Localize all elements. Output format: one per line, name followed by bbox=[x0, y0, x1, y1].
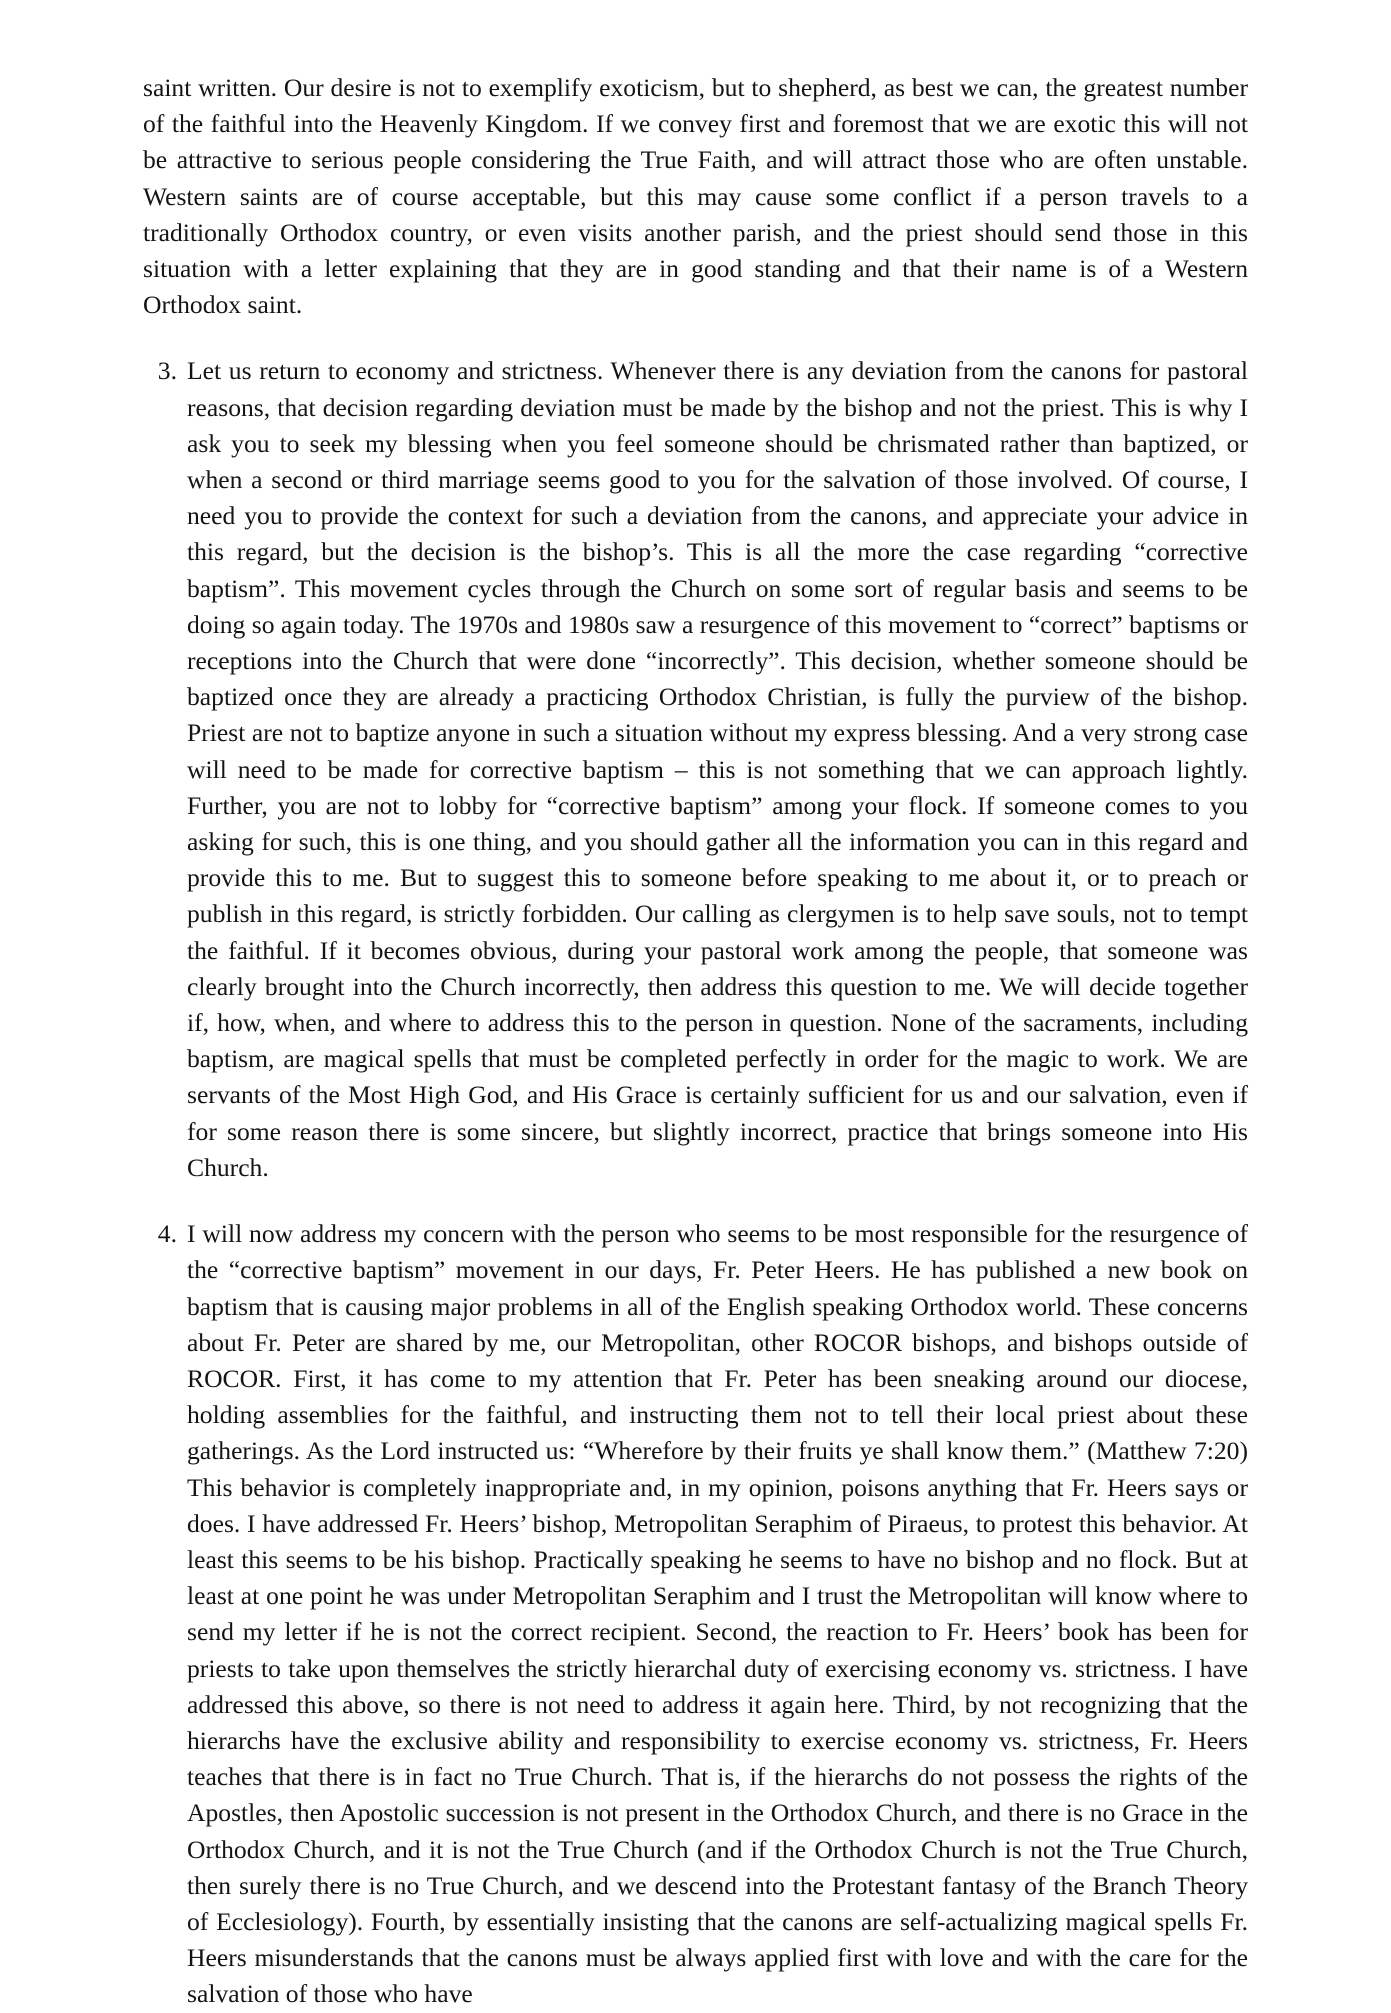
numbered-list bbox=[143, 353, 1248, 2012]
continued-paragraph: saint written. Our desire is not to exemplify exoticism, but to shepherd, as best we can, the greatest number of the faithful into the Heavenly Kingdom. If we convey first and foremost that we are exotic this will not be attractive to serious people considering the True Faith, and will attract those who are often unstable. Western saints are of course acceptable, but this may cause some conflict if a person travels to a traditionally Orthodox country, or even visits another parish, and the priest should send those in this situation with a letter explaining that they are in good standing and that their name is of a Western Orthodox saint. bbox=[143, 73, 1248, 320]
list-item bbox=[143, 1216, 1248, 2012]
list-marker-3: 3. bbox=[157, 356, 177, 386]
list-marker-4: 4. bbox=[157, 1219, 177, 1249]
list-item-text-3: Let us return to economy and strictness. Whenever there is any deviation from the canons for pastoral reasons, that decision regarding deviation must be made by the bishop and not the priest. This is why I ask you to seek my blessing when you feel someone should be chrismated rather than baptized, or when a second or third marriage seems good to you for the salvation of those involved. Of course, I need you to provide the context for such a deviation from the canons, and appreciate your advice in this regard, but the decision is the bishop’s. This is all the more the case regarding “corrective baptism”. This movement cycles through the Church on some sort of regular basis and seems to be doing so again today. The 1970s and 1980s saw a resurgence of this movement to “correct” baptisms or receptions into the Church that were done “incorrectly”. This decision, whether someone should be baptized once they are already a practicing Orthodox Christian, is fully the purview of the bishop. Priest are not to baptize anyone in such a situation without my express blessing. And a very strong case will need to be made for corrective baptism – this is not something that we can approach lightly. Further, you are not to lobby for “corrective baptism” among your flock. If someone comes to you asking for such, this is one thing, and you should gather all the information you can in this regard and provide this to me. But to suggest this to someone before speaking to me about it, or to preach or publish in this regard, is strictly forbidden. Our calling as clergymen is to help save souls, not to tempt the faithful. If it becomes obvious, during your pastoral work among the people, that someone was clearly brought into the Church incorrectly, then address this question to me. We will decide together if, how, when, and where to address this to the person in question. None of the sacraments, including baptism, are magical spells that must be completed perfectly in order for the magic to work. We are servants of the Most High God, and His Grace is certainly sufficient for us and our salvation, even if for some reason there is some sincere, but slightly incorrect, practice that brings someone into His Church. bbox=[187, 356, 1248, 1182]
list-item bbox=[143, 353, 1248, 1186]
list-item-text-4: I will now address my concern with the person who seems to be most responsible for the resurgence of the “corrective baptism” movement in our days, Fr. Peter Heers. He has published a new book on baptism that is causing major problems in all of the English speaking Orthodox world. These concerns about Fr. Peter are shared by me, our Metropolitan, other ROCOR bishops, and bishops outside of ROCOR. First, it has come to my attention that Fr. Peter has been sneaking around our diocese, holding assemblies for the faithful, and instructing them not to tell their local priest about these gatherings. As the Lord instructed us: “Wherefore by their fruits ye shall know them.” (Matthew 7:20) This behavior is completely inappropriate and, in my opinion, poisons anything that Fr. Heers says or does. I have addressed Fr. Heers’ bishop, Metropolitan Seraphim of Piraeus, to protest this behavior. At least this seems to be his bishop. Practically speaking he seems to have no bishop and no flock. But at least at one point he was under Metropolitan Seraphim and I trust the Metropolitan will know where to send my letter if he is not the correct recipient. Second, the reaction to Fr. Heers’ book has been for priests to take upon themselves the strictly hierarchal duty of exercising economy vs. strictness. I have addressed this above, so there is not need to address it again here. Third, by not recognizing that the hierarchs have the exclusive ability and responsibility to exercise economy vs. strictness, Fr. Heers teaches that there is in fact no True Church. That is, if the hierarchs do not possess the rights of the Apostles, then Apostolic succession is not present in the Orthodox Church, and there is no Grace in the Orthodox Church, and it is not the True Church (and if the Orthodox Church is not the True Church, then surely there is no True Church, and we descend into the Protestant fantasy of the Branch Theory of Ecclesiology). Fourth, by essentially insisting that the canons are self-actualizing magical spells Fr. Heers misunderstands that the canons must be always applied first with love and with the care for the salvation of those who have bbox=[187, 1219, 1248, 2009]
